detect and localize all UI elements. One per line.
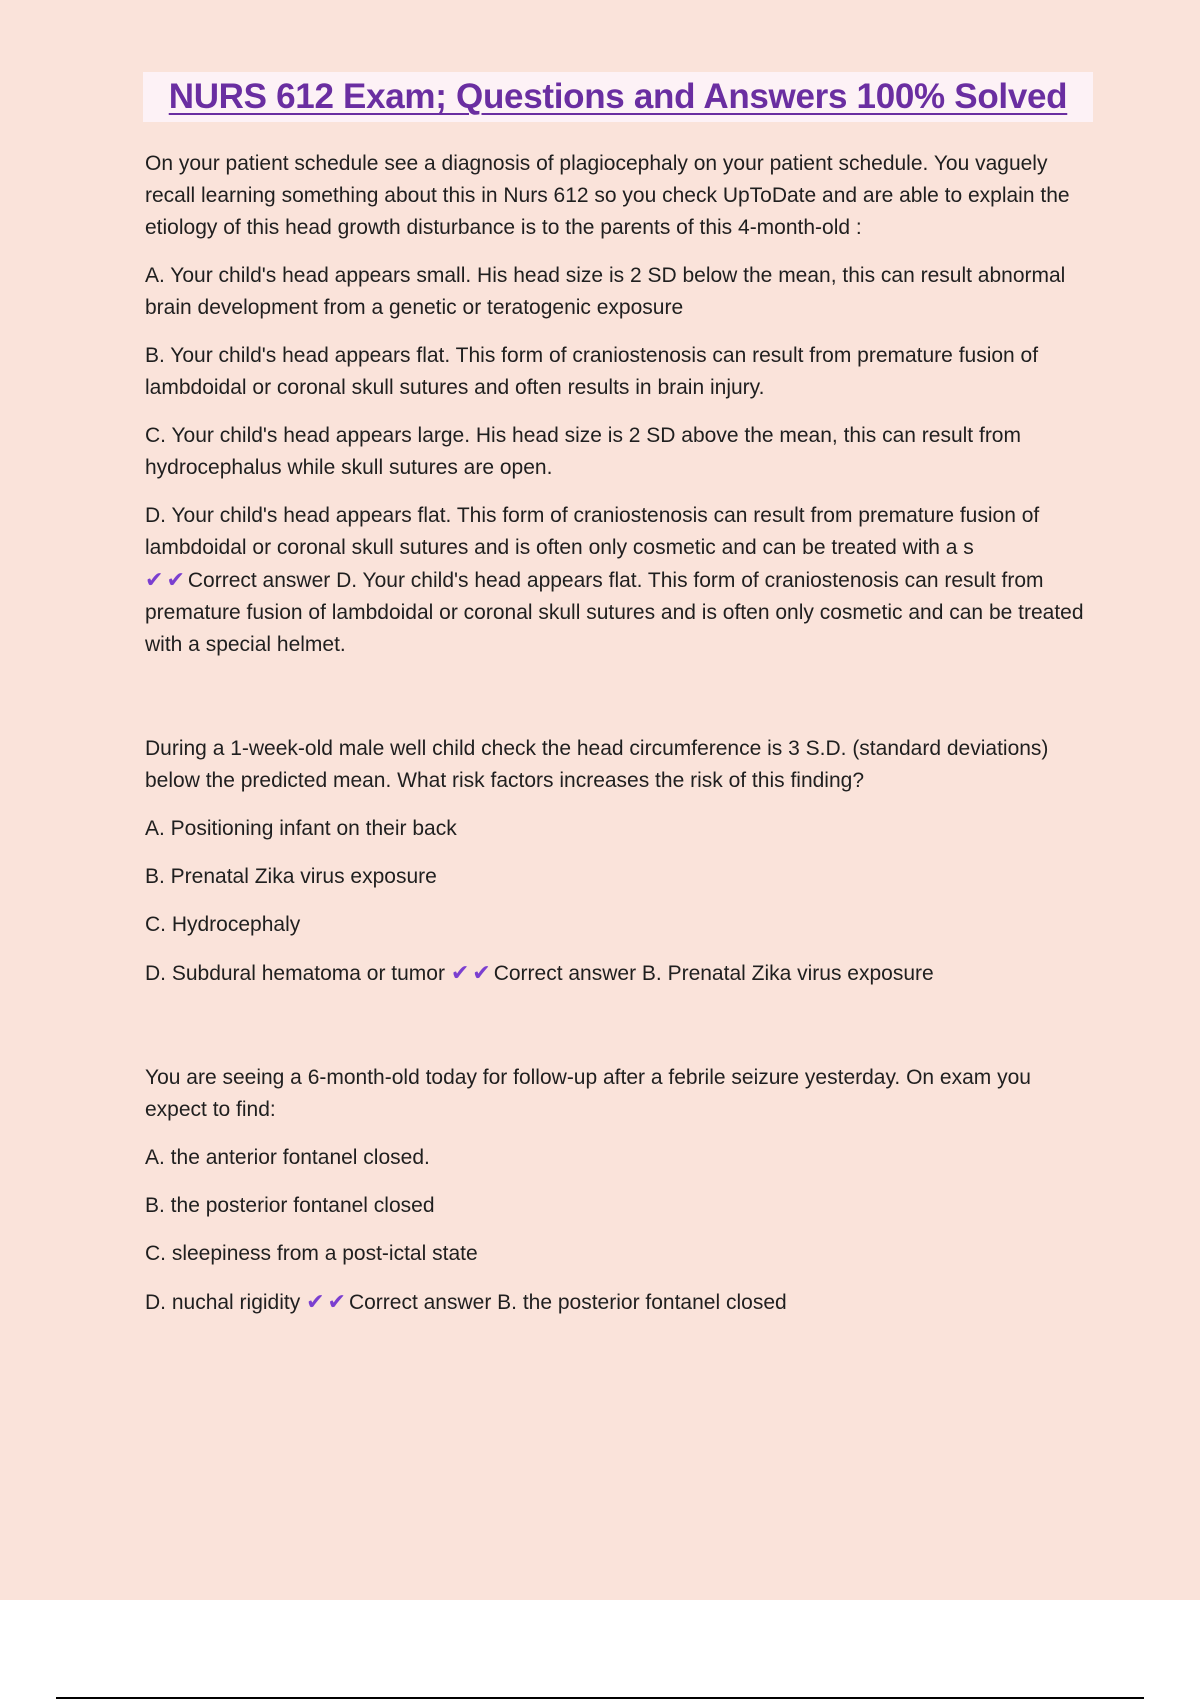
answer-option: B. the posterior fontanel closed <box>145 1194 435 1217</box>
double-check-mark <box>451 962 494 985</box>
answer-option: C. sleepiness from a post-ictal state <box>145 1242 478 1265</box>
answer-option: C. Your child's head appears large. His head size is 2 SD above the mean, this can result from hydrocephalus while skull sutures are open. <box>145 424 1021 479</box>
answer-option-text: D. Subdural hematoma or tumor <box>145 962 445 985</box>
check-icon: ✔ <box>472 960 491 985</box>
answer-option: B. Your child's head appears flat. This form of craniostenosis can result from premature fusion of lambdoidal or coronal skull sutures and often results in brain injury. <box>145 344 1039 399</box>
double-check-mark <box>145 569 188 592</box>
question-block <box>145 1062 1095 1319</box>
answer-option: A. Positioning infant on their back <box>145 817 457 840</box>
check-icon: ✔ <box>450 960 470 985</box>
answer-option-with-correct <box>145 500 1095 661</box>
answer-option-text: D. nuchal rigidity <box>145 1291 301 1314</box>
answer-option-with-correct <box>145 1286 1095 1319</box>
correct-answer-text: Correct answer D. Your child's head appears flat. This form of craniostenosis can result from premature fusion of lambdoidal or coronal skull sutures and is often only cosmetic and can be treated with a special helmet. <box>145 569 1084 656</box>
answer-option-with-correct <box>145 957 1095 990</box>
check-icon: ✔ <box>327 1289 346 1314</box>
check-icon: ✔ <box>306 1289 325 1314</box>
question-prompt: You are seeing a 6-month-old today for follow-up after a febrile seizure yesterday. On exam you expect to find: <box>145 1066 1031 1121</box>
question-prompt: During a 1-week-old male well child check the head circumference is 3 S.D. (standard deviations) below the predicted mean. What risk factors increases the risk of this finding? <box>145 737 1049 792</box>
answer-option: A. Your child's head appears small. His head size is 2 SD below the mean, this can result abnormal brain development from a genetic or teratogenic exposure <box>145 264 1066 319</box>
check-icon: ✔ <box>145 567 164 592</box>
answer-option: C. Hydrocephaly <box>145 913 301 936</box>
answer-option: B. Prenatal Zika virus exposure <box>145 865 437 888</box>
question-prompt: On your patient schedule see a diagnosis of plagiocephaly on your patient schedule. You vaguely recall learning something about this in Nurs 612 so you check UpToDate and are able to explain the etiology of this head growth disturbance is to the parents of this 4-month-old : <box>145 152 1070 239</box>
page-title: NURS 612 Exam; Questions and Answers 100% Solved <box>168 77 1068 116</box>
correct-answer-text: Correct answer B. Prenatal Zika virus exposure <box>493 962 934 985</box>
footer-divider <box>56 1697 1144 1699</box>
answer-option-text: D. Your child's head appears flat. This form of craniostenosis can result from premature fusion of lambdoidal or coronal skull sutures and is often only cosmetic and can be treated with a s <box>145 504 1040 559</box>
question-block <box>145 148 1095 661</box>
check-icon: ✔ <box>166 567 185 592</box>
double-check-mark <box>306 1291 349 1314</box>
question-block <box>145 733 1095 990</box>
correct-answer-text: Correct answer B. the posterior fontanel closed <box>348 1291 787 1314</box>
title-banner <box>143 72 1093 122</box>
answer-option: A. the anterior fontanel closed. <box>145 1146 430 1169</box>
document-body <box>145 148 1095 1335</box>
